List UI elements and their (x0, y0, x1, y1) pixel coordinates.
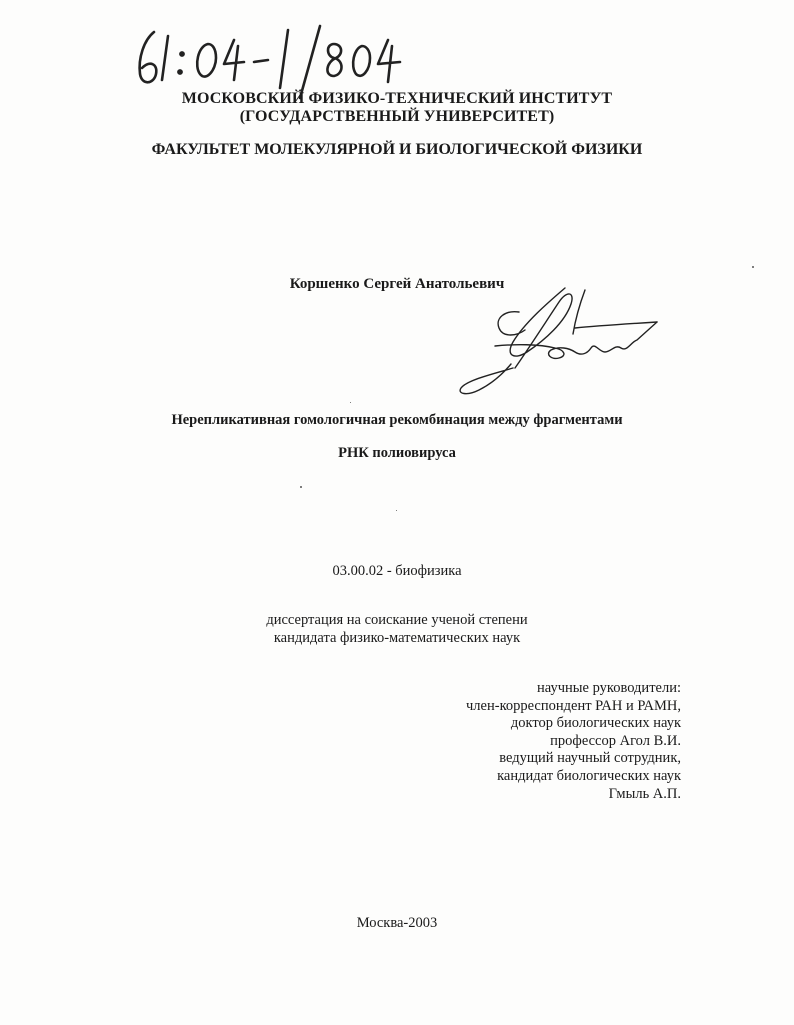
faculty-name: ФАКУЛЬТЕТ МОЛЕКУЛЯРНОЙ И БИОЛОГИЧЕСКОЙ ФИЗИКИ (151, 141, 643, 158)
institute-name-line1: МОСКОВСКИЙ ФИЗИКО-ТЕХНИЧЕСКИЙ ИНСТИТУТ (181, 90, 613, 107)
supervisors-block (466, 680, 681, 803)
supervisors-heading: научные руководители: (537, 680, 681, 696)
scan-speck (350, 402, 351, 403)
scan-speck (300, 486, 302, 488)
scan-speck (752, 266, 754, 268)
supervisor-1-title: член-корреспондент РАН и РАМН, (466, 697, 681, 714)
dissertation-title-line2: РНК полиовируса (338, 445, 456, 461)
supervisor-1-name: профессор Агол В.И. (550, 732, 681, 749)
specialty-code: 03.00.02 - биофизика (332, 563, 462, 579)
supervisor-2-degree: кандидат биологических наук (497, 767, 681, 784)
supervisor-2-position: ведущий научный сотрудник, (499, 750, 681, 767)
degree-line1: диссертация на соискание ученой степени (266, 612, 528, 628)
institute-name-line2: (ГОСУДАРСТВЕННЫЙ УНИВЕРСИТЕТ) (239, 108, 555, 125)
supervisor-2-name: Гмыль А.П. (608, 785, 681, 802)
author-name: Коршенко Сергей Анатольевич (289, 276, 505, 292)
scan-speck (396, 510, 397, 511)
city-year: Москва-2003 (356, 915, 438, 931)
degree-line2: кандидата физико-математических наук (273, 630, 521, 646)
author-signature (455, 282, 665, 407)
dissertation-title-line1: Нерепликативная гомологичная рекомбинация между фрагментами (171, 412, 623, 428)
supervisor-1-degree: доктор биологических наук (510, 715, 681, 732)
